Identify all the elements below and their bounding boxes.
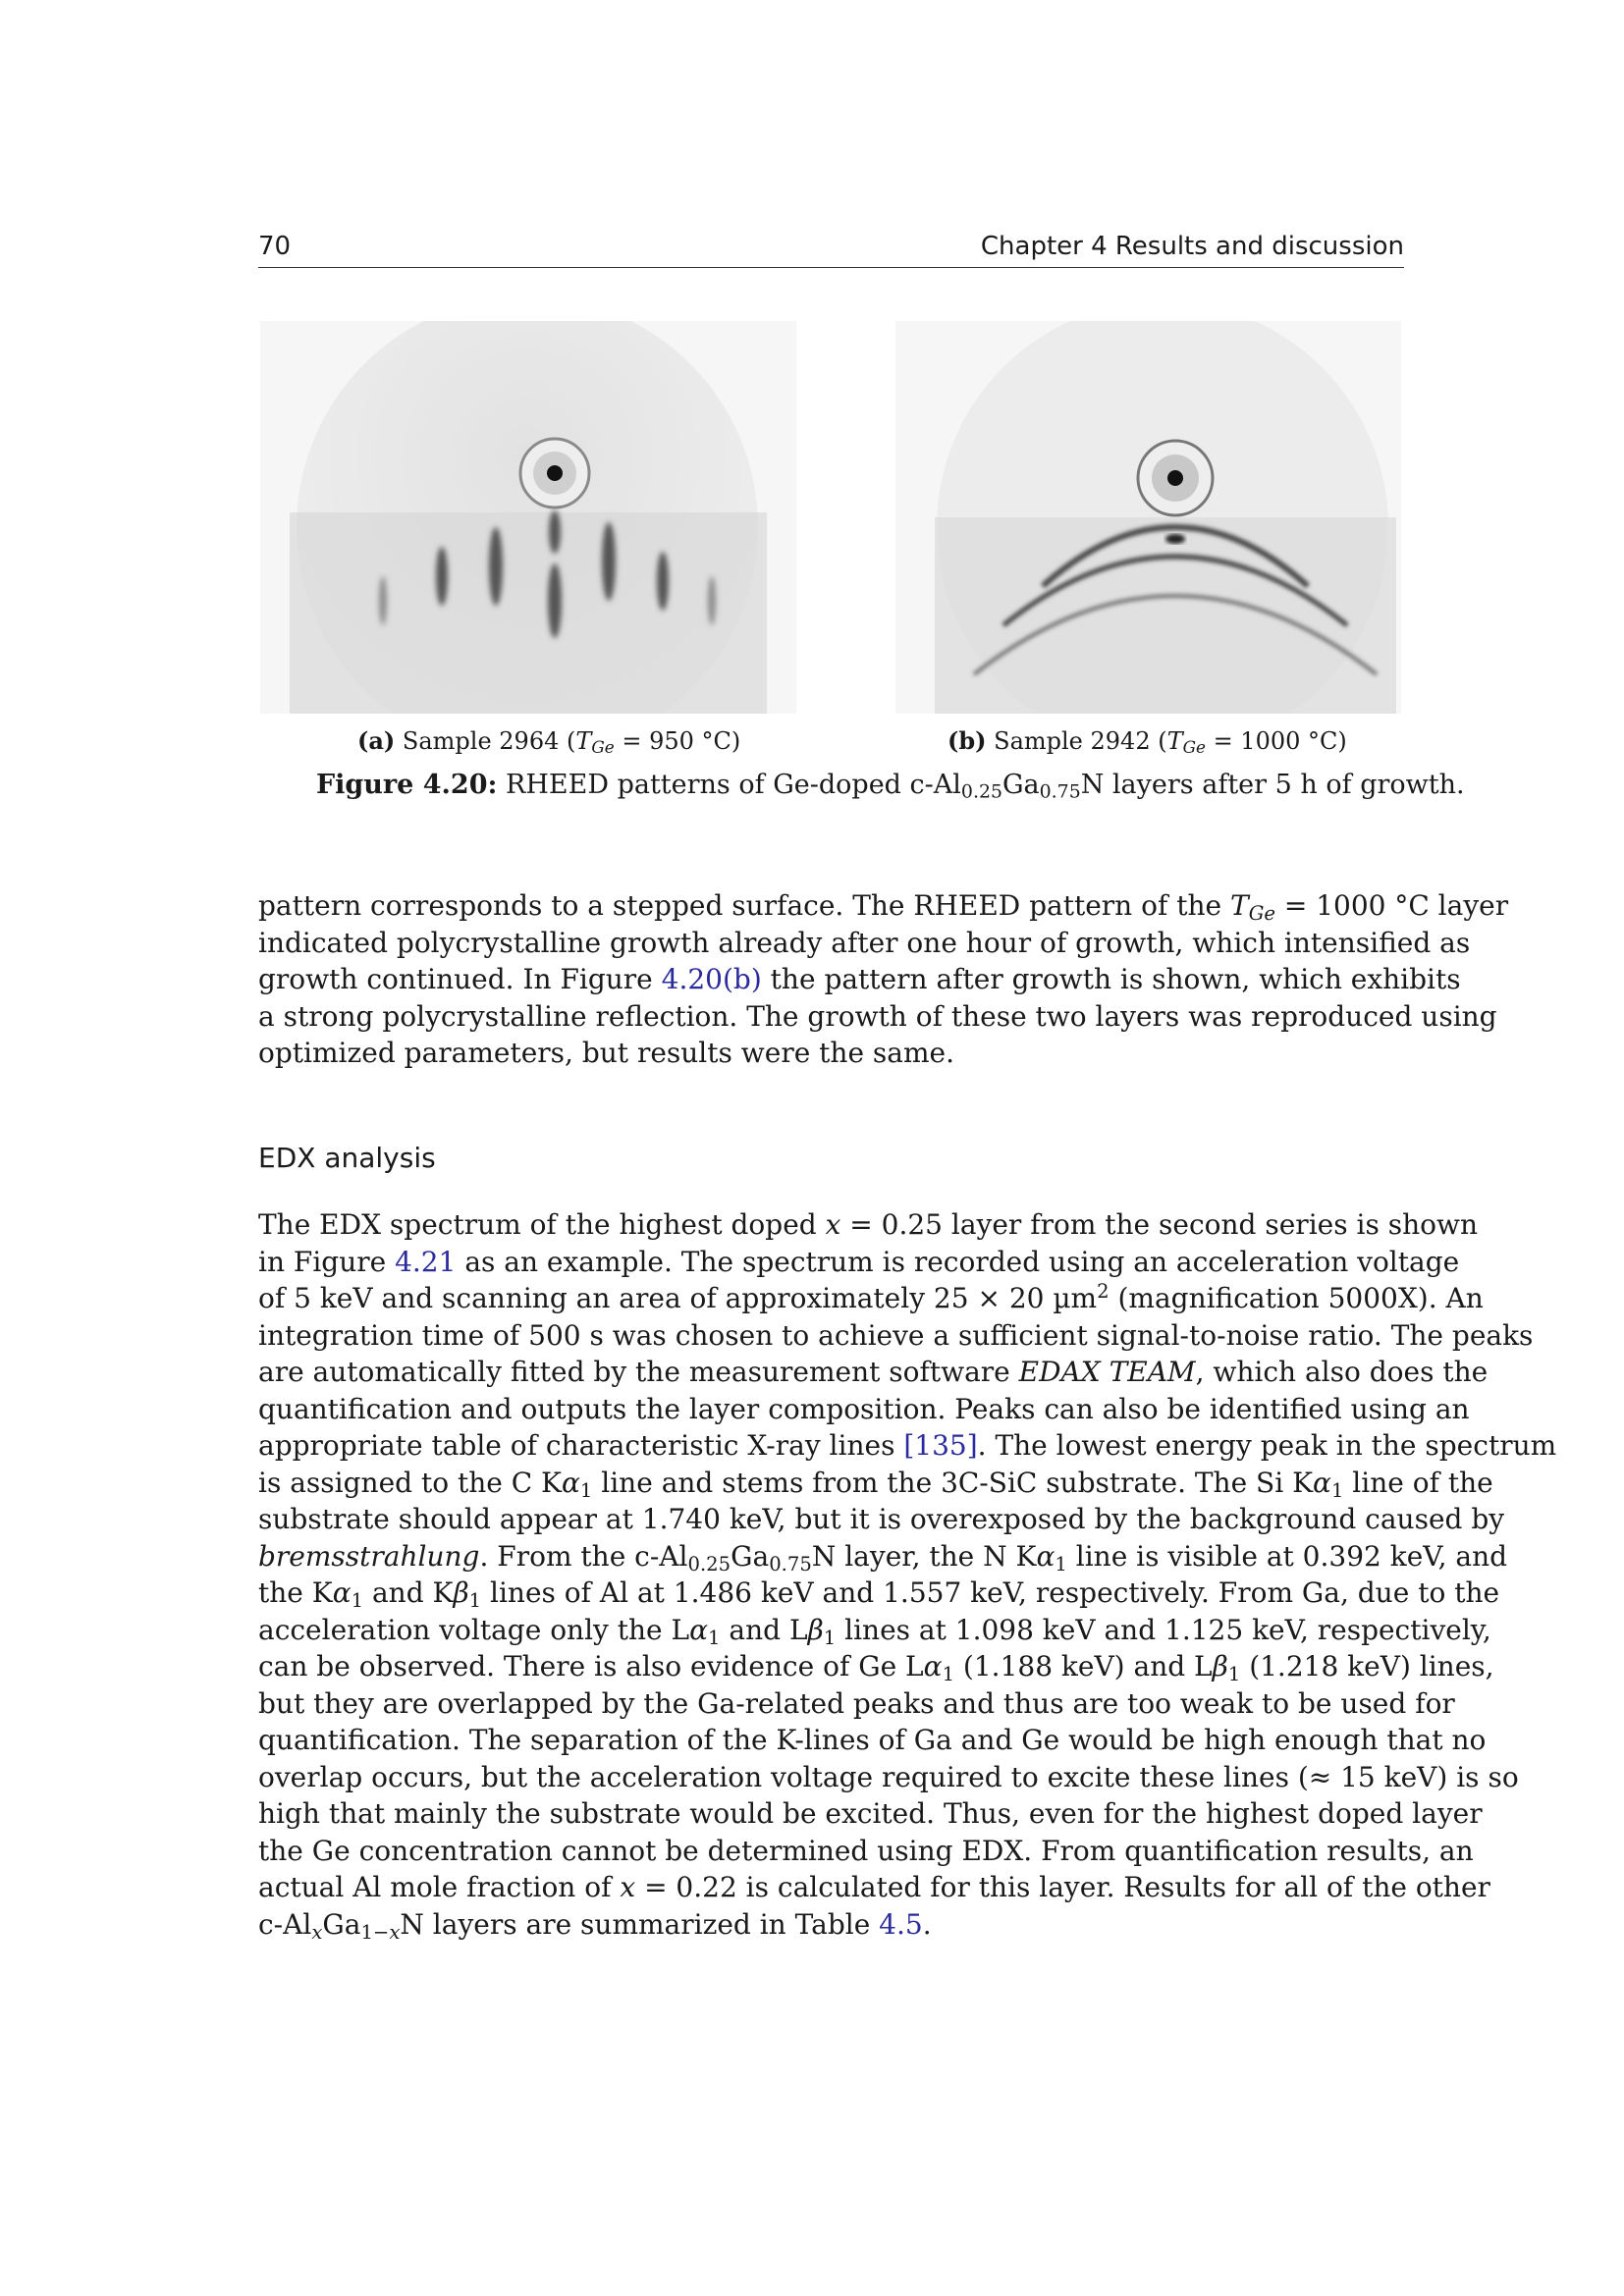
figure-link-4-21[interactable]: 4.21 (395, 1245, 457, 1278)
running-chapter-title: Chapter 4 Results and discussion (980, 232, 1404, 261)
paragraph-rheed: pattern corresponds to a stepped surface. The RHEED pattern of the $T_{Ge} = 1000$ °C layer indicated polycrystalline growth already after one hour of growth, which intensified as growth continued. In Figure 4.20(b) the pattern after growth is shown, which exhibits a strong polycrystalline reflection. The growth of these two layers was reproduced using optimized parameters, but results were the same. (258, 889, 1509, 1069)
citation-135[interactable]: [135] (903, 1429, 978, 1462)
subcaption-b: (b) Sample 2942 ($T_{Ge} = 1000$ °C) (947, 726, 1347, 758)
rheed-image-a (260, 321, 796, 714)
section-title: EDX analysis (258, 1142, 436, 1174)
table-link-4-5[interactable]: 4.5 (879, 1907, 923, 1941)
rheed-image-b (895, 321, 1401, 714)
page-header (258, 228, 1404, 268)
page-number: 70 (258, 232, 292, 261)
paragraph-edx: The EDX spectrum of the highest doped x = 0.25 layer from the second series is shown in Figure 4.21 as an example. The spectrum is recorded using an acceleration voltage of 5 keV and scanning an area of approximately 25 × 20 µm$^2$ (magnification 5000X). An integration time of 500 s was chosen to achieve a sufficient signal-to-noise ratio. The peaks are automatically fitted by the measurement software EDAX TEAM, which also does the quantification and outputs the layer composition. Peaks can also be identified using an appropriate table of characteristic X-ray lines [135]. The lowest energy peak in the spectrum is assigned to the C $K\alpha_1$ line and stems from the 3C-SiC substrate. The Si $K\alpha_1$ line of the substrate should appear at 1.740 keV, but it is overexposed by the background caused by bremsstrahlung. From the $c-Al_{0.25}Ga_{0.75}N$ layer, the N $K\alpha_1$ line is visible at 0.392 keV, and the $K\alpha_1$ and $K\beta_1$ lines of Al at 1.486 keV and 1.557 keV, respectively. From Ga, due to the acceleration voltage only the $L\alpha_1$ and $L\beta_1$ lines at 1.098 keV and 1.125 keV, respectively, can be observed. There is also evidence of Ge $L\alpha_1$ (1.188 keV) and $L\beta_1$ (1.218 keV) lines, but they are overlapped by the Ga-related peaks and thus are too weak to be used for quantification. The separation of the K-lines of Ga and Ge would be high enough that no overlap occurs, but the acceleration voltage required to excite these lines (≈ 15 keV) is so high that mainly the substrate would be excited. Thus, even for the highest doped layer the Ge concentration cannot be determined using EDX. From quantification results, an actual Al mole fraction of x = 0.22 is calculated for this layer. Results for all of the other $c-Al_xGa_{1-x}N$ layers are summarized in Table 4.5. (258, 1208, 1557, 1944)
figure-link-4-20b[interactable]: 4.20(b) (661, 963, 762, 995)
subcaption-a: (a) Sample 2964 ($T_{Ge} = 950$ °C) (357, 726, 741, 758)
figure-caption: Figure 4.20: RHEED patterns of Ge-doped $c-Al_{0.25}Ga_{0.75}N$ layers after 5 h of growth. (316, 770, 1465, 803)
